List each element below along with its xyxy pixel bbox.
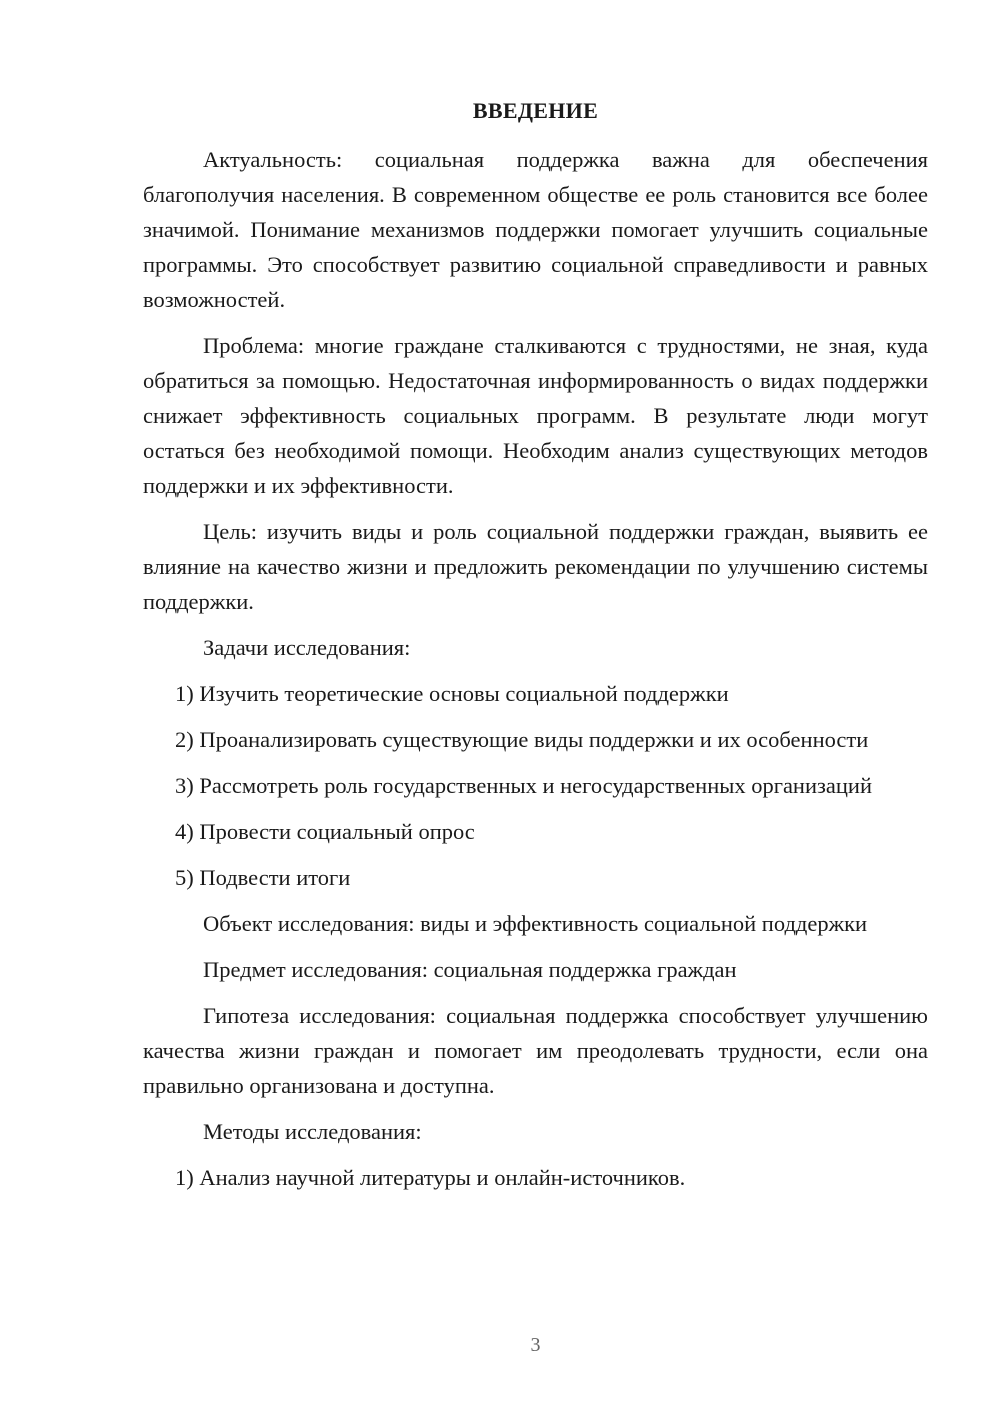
- document-page: [143, 0, 928, 1414]
- task-item-3: 3) Рассмотреть роль государственных и негосударственных организаций: [175, 773, 873, 798]
- document-body: [143, 142, 928, 1206]
- methods-heading: Методы исследования:: [203, 1119, 422, 1144]
- task-item-1: 1) Изучить теоретические основы социальной поддержки: [175, 681, 729, 706]
- subject-paragraph: Предмет исследования: социальная поддержка граждан: [203, 957, 737, 982]
- goal-paragraph: Цель: изучить виды и роль социальной поддержки граждан, выявить ее влияние на качество жизни и предложить рекомендации по улучшению системы поддержки.: [143, 519, 928, 614]
- method-item-1: 1) Анализ научной литературы и онлайн-источников.: [175, 1165, 686, 1190]
- problem-paragraph: Проблема: многие граждане сталкиваются с трудностями, не зная, куда обратиться за помощью. Недостаточная информированность о видах поддержки снижает эффективность социальных программ. В результате люди могут остаться без необходимой помощи. Необходим анализ существующих методов поддержки и их эффективности.: [143, 333, 928, 498]
- hypothesis-paragraph: Гипотеза исследования: социальная поддержка способствует улучшению качества жизни граждан и помогает им преодолевать трудности, если она правильно организована и доступна.: [143, 1003, 928, 1098]
- task-item-5: 5) Подвести итоги: [175, 865, 351, 890]
- task-item-4: 4) Провести социальный опрос: [175, 819, 475, 844]
- tasks-heading: Задачи исследования:: [203, 635, 411, 660]
- page-number: 3: [530, 1334, 541, 1356]
- relevance-paragraph: Актуальность: социальная поддержка важна для обеспечения благополучия населения. В современном обществе ее роль становится все более значимой. Понимание механизмов поддержки помогает улучшить социальные программы. Это способствует развитию социальной справедливости и равных возможностей.: [143, 147, 928, 312]
- task-item-2: 2) Проанализировать существующие виды поддержки и их особенности: [175, 727, 869, 752]
- section-title: ВВЕДЕНИЕ: [472, 98, 599, 123]
- object-paragraph: Объект исследования: виды и эффективность социальной поддержки: [203, 911, 868, 936]
